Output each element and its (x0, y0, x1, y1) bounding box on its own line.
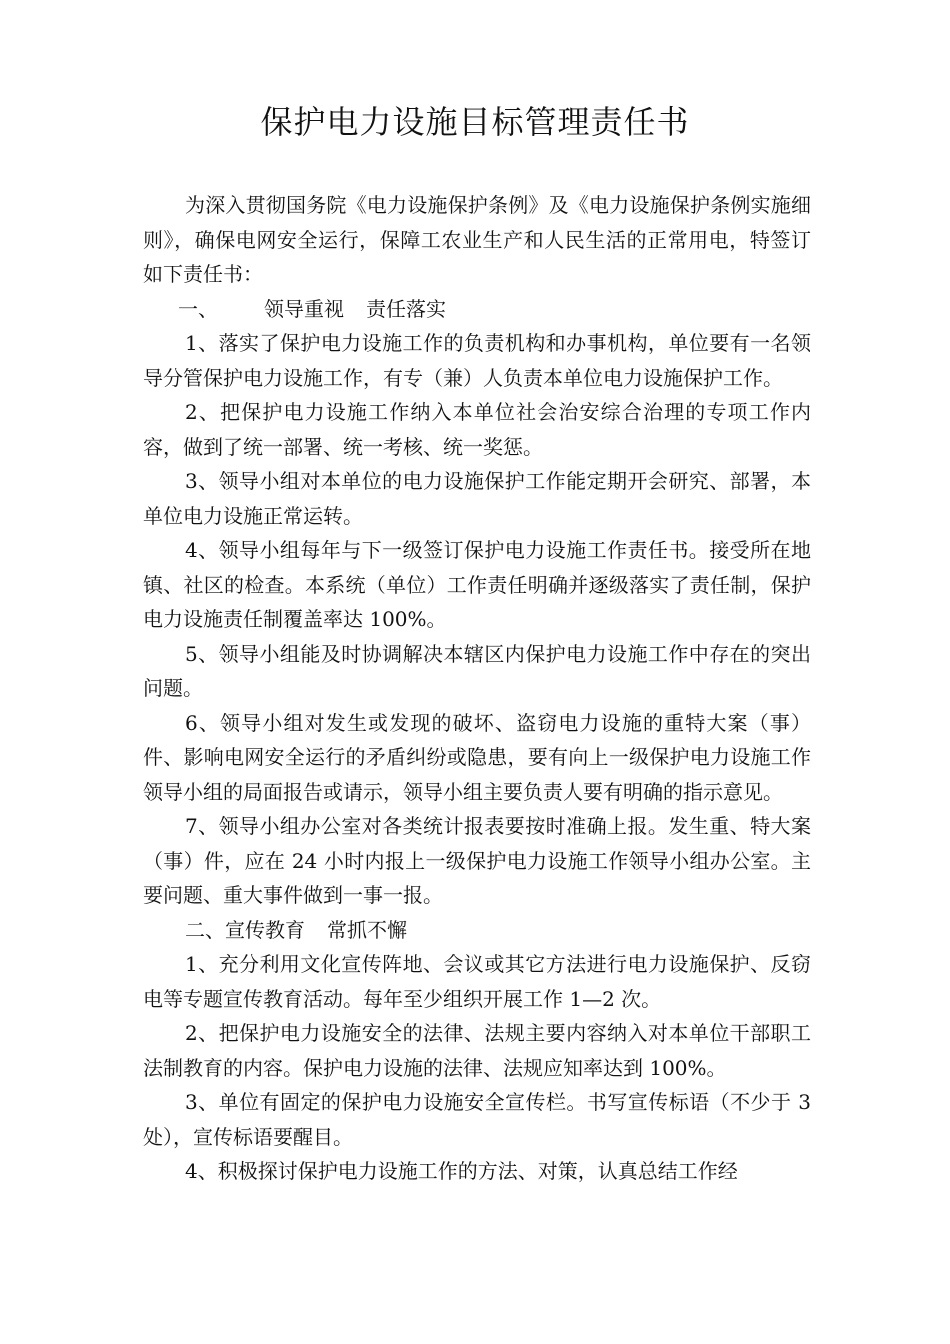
section-2-item-3: 3、单位有固定的保护电力设施安全宣传栏。书写宣传标语（不少于 3 处），宣传标语要醒目。 (143, 1090, 811, 1149)
section-1-item-6: 6、领导小组对发生或发现的破坏、盗窃电力设施的重特大案（事）件、影响电网安全运行的矛盾纠纷或隐患，要有向上一级保护电力设施工作领导小组的局面报告或请示，领导小组主要负责人要有明确的指示意见。 (143, 710, 811, 804)
section-1-item-7: 7、领导小组办公室对各类统计报表要按时准确上报。发生重、特大案（事）件，应在 24 小时内报上一级保护电力设施工作领导小组办公室。主要问题、重大事件做到一事一报。 (143, 814, 811, 907)
section-1-item-2: 2、把保护电力设施工作纳入本单位社会治安综合治理的专项工作内容，做到了统一部署、统一考核、统一奖惩。 (143, 400, 811, 459)
section-1-item-3: 3、领导小组对本单位的电力设施保护工作能定期开会研究、部署，本单位电力设施正常运转。 (143, 469, 811, 528)
section-2-item-4: 4、积极探讨保护电力设施工作的方法、对策，认真总结工作经 (185, 1159, 738, 1183)
section-1-number: 一、 (178, 296, 218, 321)
document-title: 保护电力设施目标管理责任书 (260, 103, 690, 141)
section-2-item-2: 2、把保护电力设施安全的法律、法规主要内容纳入对本单位干部职工法制教育的内容。保护电力设施的法律、法规应知率达到 100%。 (143, 1021, 811, 1080)
section-2-item-1: 1、充分利用文化宣传阵地、会议或其它方法进行电力设施保护、反窃电等专题宣传教育活动。每年至少组织开展工作 1—2 次。 (143, 952, 811, 1011)
section-2-title-part1: 二、宣传教育 (185, 917, 305, 942)
section-1-heading (143, 292, 811, 327)
intro-paragraph: 为深入贯彻国务院《电力设施保护条例》及《电力设施保护条例实施细则》，确保电网安全运行，保障工农业生产和人民生活的正常用电，特签订如下责任书： (143, 193, 811, 286)
document-body (143, 188, 811, 1189)
section-1-item-5: 5、领导小组能及时协调解决本辖区内保护电力设施工作中存在的突出问题。 (143, 641, 811, 700)
section-2-title-part2: 常抓不懈 (327, 917, 407, 942)
section-2-heading (143, 913, 811, 948)
section-1-item-1: 1、落实了保护电力设施工作的负责机构和办事机构，单位要有一名领导分管保护电力设施工作，有专（兼）人负责本单位电力设施保护工作。 (143, 331, 811, 390)
section-1-title-part1: 领导重视 (264, 296, 344, 321)
section-1-item-4: 4、领导小组每年与下一级签订保护电力设施工作责任书。接受所在地镇、社区的检查。本系统（单位）工作责任明确并逐级落实了责任制，保护电力设施责任制覆盖率达 100%。 (143, 538, 811, 631)
section-1-title-part2: 责任落实 (366, 296, 446, 321)
